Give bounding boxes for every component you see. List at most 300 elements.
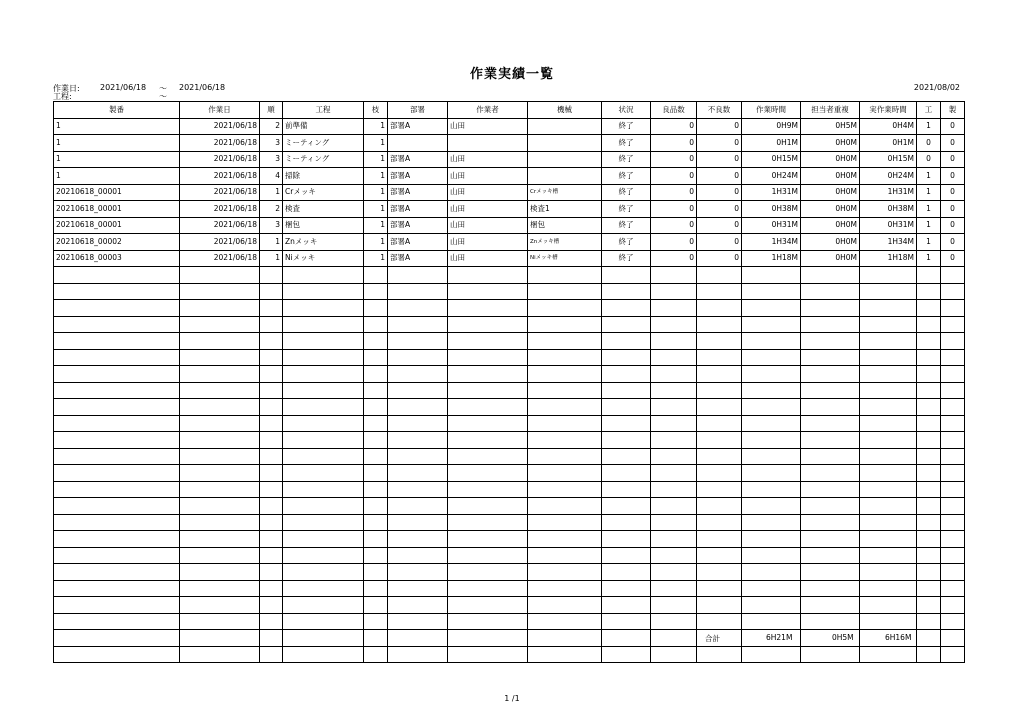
table-cell [54,448,180,465]
table-cell [602,498,651,515]
table-cell [651,399,697,416]
table-cell [860,267,917,284]
table-cell [283,448,364,465]
table-cell [388,465,448,482]
table-cell [801,514,860,531]
table-cell [54,564,180,581]
table-cell: 0 [651,250,697,267]
work-results-table [53,101,965,663]
table-cell [801,267,860,284]
table-cell [801,498,860,515]
table-cell: 0 [697,234,742,251]
table-row [54,316,965,333]
table-cell [697,531,742,548]
table-cell: 0 [651,184,697,201]
table-cell [697,613,742,630]
table-cell [283,531,364,548]
table-cell: 1 [364,250,388,267]
table-row [54,217,965,234]
table-cell: 20210618_00001 [54,217,180,234]
table-cell: 前準備 [283,118,364,135]
table-cell [651,300,697,317]
table-cell: 1 [917,234,941,251]
table-cell [602,415,651,432]
table-cell [528,382,602,399]
table-cell [801,448,860,465]
table-cell [651,564,697,581]
table-cell [742,300,801,317]
table-cell [602,514,651,531]
table-cell [54,580,180,597]
table-cell [364,465,388,482]
table-cell [742,415,801,432]
table-cell: 2021/06/18 [180,135,260,152]
table-cell: 山田 [448,250,528,267]
table-cell [528,151,602,168]
table-cell: 1 [260,250,283,267]
table-cell [260,300,283,317]
table-cell: 3 [260,135,283,152]
table-cell [941,597,965,614]
table-cell: 終了 [602,217,651,234]
table-cell [941,531,965,548]
table-cell [801,432,860,449]
table-cell [801,564,860,581]
table-cell [742,283,801,300]
table-cell [860,448,917,465]
table-cell: 0H0M [801,250,860,267]
table-cell [742,498,801,515]
table-cell [180,547,260,564]
table-cell [528,333,602,350]
table-cell [528,597,602,614]
table-cell: 1 [54,168,180,185]
table-cell [742,432,801,449]
table-cell [941,316,965,333]
table-cell [364,399,388,416]
table-cell [917,349,941,366]
table-cell: 終了 [602,118,651,135]
table-cell [364,283,388,300]
table-cell [180,531,260,548]
table-cell [283,415,364,432]
table-cell: 終了 [602,168,651,185]
table-cell: 0 [941,184,965,201]
table-cell [260,613,283,630]
column-header: 良品数 [651,102,697,119]
table-cell [860,333,917,350]
table-cell [602,349,651,366]
table-cell [364,481,388,498]
table-cell [917,531,941,548]
table-cell [602,630,651,647]
table-cell [283,333,364,350]
table-cell: 1 [917,168,941,185]
table-cell [742,448,801,465]
table-cell [54,300,180,317]
print-date: 2021/08/02 [913,83,960,92]
total-actual-time: 6H16M [885,633,912,642]
table-cell [260,531,283,548]
table-cell: 0 [917,151,941,168]
table-cell [388,531,448,548]
table-cell [54,465,180,482]
table-cell [260,514,283,531]
table-cell [54,382,180,399]
table-cell [602,300,651,317]
table-cell [448,283,528,300]
table-cell [651,580,697,597]
table-cell [388,514,448,531]
table-cell [260,432,283,449]
table-cell [528,498,602,515]
table-cell [448,382,528,399]
column-header: 不良数 [697,102,742,119]
table-cell [742,316,801,333]
table-cell: 0 [651,151,697,168]
table-cell [917,415,941,432]
table-cell: 終了 [602,201,651,218]
table-cell: Znメッキ [283,234,364,251]
column-header: 製番 [54,102,180,119]
table-cell: 1 [364,151,388,168]
table-cell [180,432,260,449]
table-cell: 1 [364,184,388,201]
table-cell: 山田 [448,151,528,168]
table-cell [917,448,941,465]
table-cell [180,448,260,465]
table-cell: 0 [697,201,742,218]
table-cell: 梱包 [283,217,364,234]
table-cell: 0H1M [742,135,801,152]
table-row [54,498,965,515]
table-cell [742,613,801,630]
table-row [54,366,965,383]
table-cell [364,564,388,581]
table-row [54,250,965,267]
table-row [54,613,965,630]
table-cell: 1 [54,118,180,135]
table-cell [801,316,860,333]
table-cell [917,597,941,614]
table-cell [941,333,965,350]
table-cell: 0 [941,234,965,251]
table-cell: 山田 [448,168,528,185]
table-cell [801,283,860,300]
table-cell [801,366,860,383]
table-cell: 1H18M [860,250,917,267]
table-cell [260,498,283,515]
table-cell [651,283,697,300]
table-cell [283,283,364,300]
table-cell: 2021/06/18 [180,201,260,218]
table-cell [528,135,602,152]
table-cell: 1 [917,250,941,267]
table-cell [283,366,364,383]
table-cell [697,415,742,432]
table-cell [283,630,364,647]
date-to: 2021/06/18 [179,83,226,92]
table-row [54,448,965,465]
table-cell [651,465,697,482]
table-cell [801,300,860,317]
table-cell [448,514,528,531]
table-cell [528,465,602,482]
table-cell [697,498,742,515]
table-cell: Crメッキ [283,184,364,201]
table-cell [651,448,697,465]
table-cell [180,514,260,531]
table-cell [388,399,448,416]
table-row [54,399,965,416]
column-header: 担当者重複 [801,102,860,119]
table-cell [528,267,602,284]
table-cell: 0 [697,168,742,185]
table-cell: 0H5M [801,118,860,135]
table-cell [941,481,965,498]
table-cell [180,382,260,399]
table-row [54,481,965,498]
table-cell [801,349,860,366]
totals-label: 合計 [705,634,720,643]
table-cell: 梱包 [528,217,602,234]
table-cell: 0H38M [860,201,917,218]
table-cell: 終了 [602,135,651,152]
table-cell [388,597,448,614]
table-cell [448,300,528,317]
table-cell: 0H0M [801,201,860,218]
table-cell [801,646,860,663]
table-cell [697,646,742,663]
table-cell [283,432,364,449]
table-cell: ミーティング [283,151,364,168]
table-cell: 0 [697,135,742,152]
table-cell [941,382,965,399]
table-cell [651,547,697,564]
table-cell [697,333,742,350]
table-cell [448,580,528,597]
table-row [54,630,965,647]
table-cell [651,514,697,531]
table-cell: 0 [697,250,742,267]
table-cell [860,300,917,317]
table-cell [364,366,388,383]
table-cell [448,481,528,498]
table-cell [180,300,260,317]
table-cell [697,481,742,498]
column-header: 作業者 [448,102,528,119]
table-cell: 3 [260,151,283,168]
table-cell: 1 [917,118,941,135]
table-cell [54,316,180,333]
table-cell: 0 [697,184,742,201]
table-cell: 3 [260,217,283,234]
table-cell: 終了 [602,234,651,251]
table-cell [54,415,180,432]
table-cell [801,547,860,564]
table-cell [697,564,742,581]
table-cell [651,646,697,663]
table-cell [528,366,602,383]
table-cell [448,333,528,350]
table-cell [388,300,448,317]
table-row [54,580,965,597]
table-cell [697,547,742,564]
table-row [54,234,965,251]
table-cell: 終了 [602,184,651,201]
table-cell [448,135,528,152]
table-cell [283,613,364,630]
table-cell [260,630,283,647]
table-cell [917,333,941,350]
table-cell: 1 [917,217,941,234]
table-cell [801,531,860,548]
table-cell [801,333,860,350]
table-cell [260,448,283,465]
process-range-tilde: ～ [159,92,167,101]
table-cell [260,366,283,383]
table-cell [651,333,697,350]
table-cell: 検査 [283,201,364,218]
table-cell [283,267,364,284]
table-cell [742,531,801,548]
table-cell [364,448,388,465]
table-cell [180,646,260,663]
table-cell [364,630,388,647]
table-row [54,151,965,168]
table-cell [54,646,180,663]
table-row [54,465,965,482]
table-cell [260,547,283,564]
table-cell [528,630,602,647]
table-cell: 部署A [388,217,448,234]
table-cell [917,432,941,449]
table-cell [364,580,388,597]
table-cell [528,283,602,300]
table-cell [860,399,917,416]
table-cell: 1 [260,234,283,251]
table-cell [602,366,651,383]
table-cell: 0H38M [742,201,801,218]
table-cell [260,564,283,581]
table-cell [260,481,283,498]
table-cell [697,300,742,317]
table-cell: 部署A [388,151,448,168]
table-cell: 部署A [388,168,448,185]
table-cell [860,547,917,564]
table-cell [651,316,697,333]
table-cell [388,613,448,630]
table-cell [801,613,860,630]
table-cell: 1 [917,201,941,218]
table-cell [388,646,448,663]
table-cell [602,448,651,465]
table-cell: 0H0M [801,234,860,251]
table-cell: 1 [364,201,388,218]
table-cell [180,613,260,630]
table-cell: 2021/06/18 [180,234,260,251]
table-cell [917,283,941,300]
table-row [54,531,965,548]
table-cell [448,613,528,630]
table-cell [54,399,180,416]
table-cell [388,382,448,399]
table-cell [801,597,860,614]
table-cell [448,498,528,515]
table-cell [742,646,801,663]
table-cell [448,415,528,432]
table-cell [742,481,801,498]
table-cell: 1 [917,184,941,201]
table-cell [602,613,651,630]
table-cell [180,399,260,416]
table-cell [860,531,917,548]
table-cell [917,300,941,317]
table-cell [697,283,742,300]
table-cell [801,415,860,432]
table-cell [651,481,697,498]
date-range-tilde: ～ [159,84,167,93]
table-cell: 1 [364,118,388,135]
table-cell [860,349,917,366]
table-cell [941,630,965,647]
table-row [54,514,965,531]
table-cell [180,630,260,647]
table-cell [697,316,742,333]
table-cell [917,366,941,383]
table-cell [651,366,697,383]
table-cell [860,465,917,482]
table-cell [180,465,260,482]
table-cell [528,399,602,416]
table-cell [448,399,528,416]
table-cell [697,349,742,366]
table-cell: 1H31M [860,184,917,201]
table-cell [54,283,180,300]
table-cell [448,316,528,333]
table-cell [917,465,941,482]
table-cell [54,333,180,350]
table-cell [528,415,602,432]
table-cell: 0H0M [801,151,860,168]
table-cell [697,597,742,614]
column-header: 実作業時間 [860,102,917,119]
table-cell [860,613,917,630]
table-cell: 1 [364,234,388,251]
table-cell [860,316,917,333]
table-row [54,415,965,432]
table-cell [860,564,917,581]
table-cell: Crメッキ槽 [528,184,602,201]
table-cell [54,514,180,531]
table-cell [448,432,528,449]
table-cell: 0H1M [860,135,917,152]
table-cell: 終了 [602,250,651,267]
table-cell [917,267,941,284]
table-cell: 0 [651,234,697,251]
table-cell [651,382,697,399]
table-cell [260,415,283,432]
column-header: 状況 [602,102,651,119]
table-cell: 1H34M [860,234,917,251]
table-cell [180,349,260,366]
table-cell: 0H0M [801,135,860,152]
table-cell [742,597,801,614]
table-cell [528,316,602,333]
table-cell [917,382,941,399]
table-cell [364,432,388,449]
table-cell [180,415,260,432]
